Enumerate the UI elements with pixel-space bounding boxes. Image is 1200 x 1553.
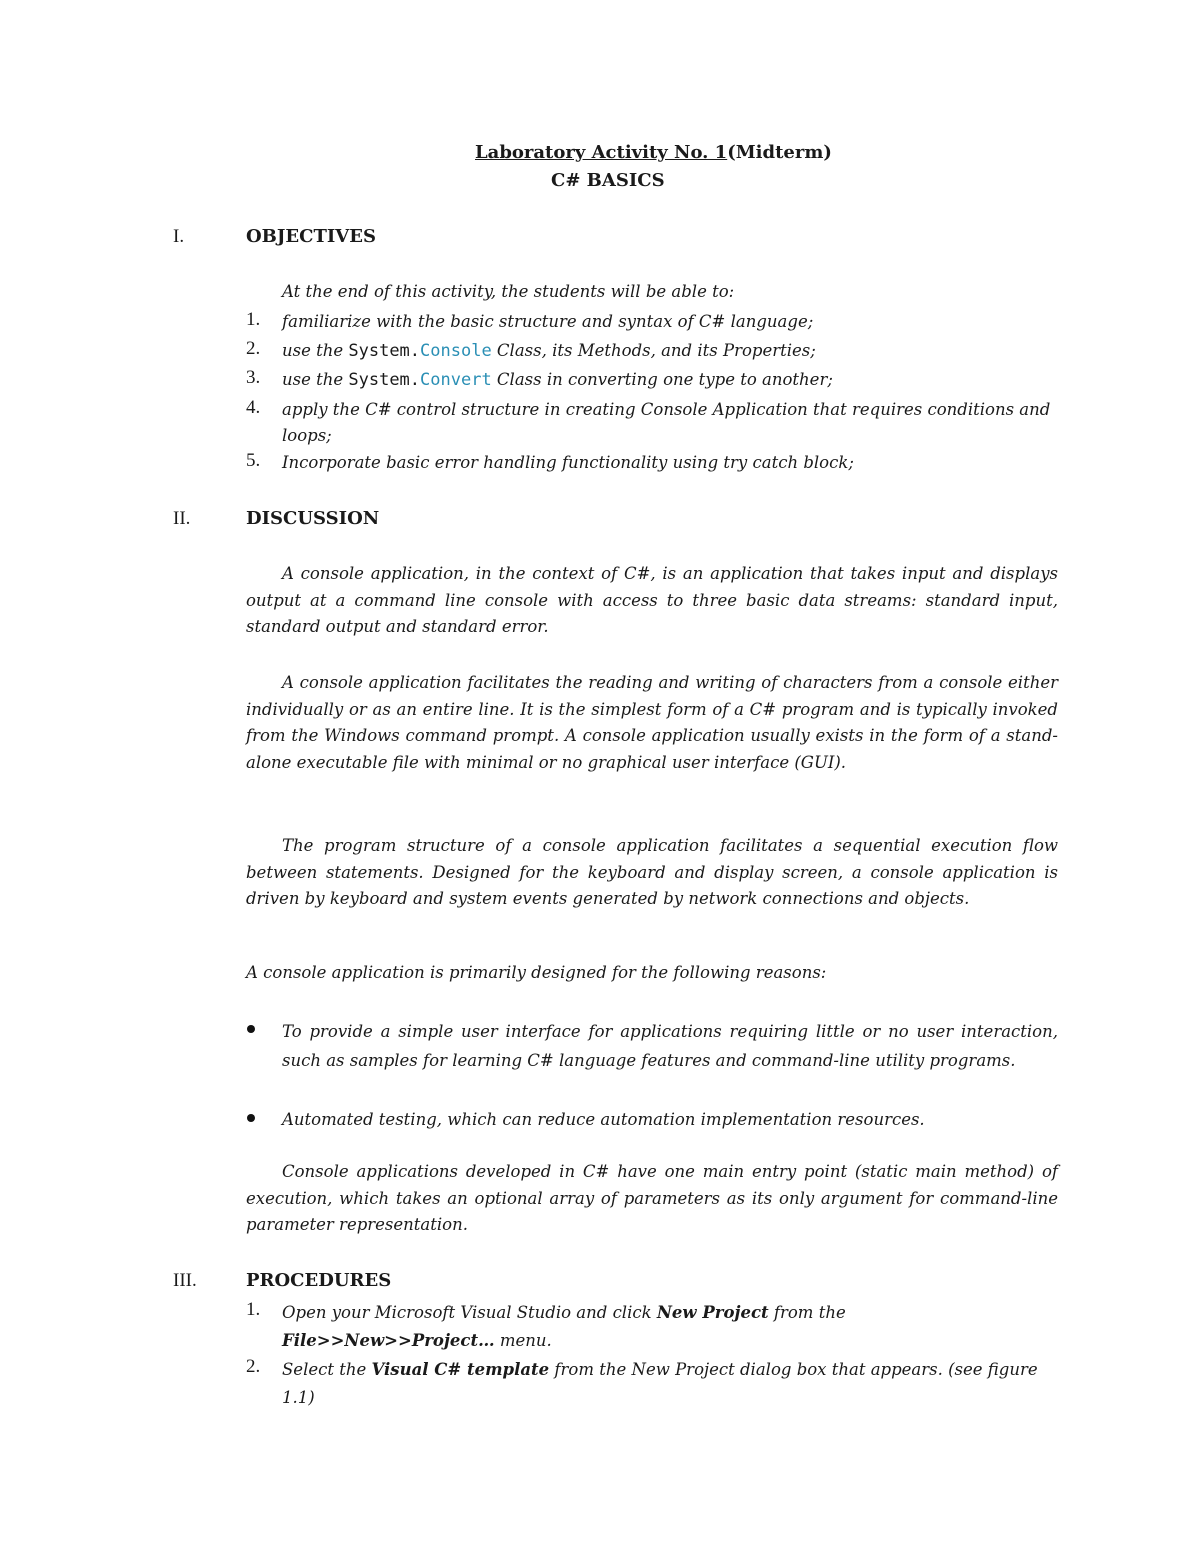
objectives-intro: At the end of this activity, the students will be able to:	[282, 282, 735, 301]
bullet-icon	[247, 1114, 255, 1122]
objective-item: apply the C# control structure in creating Console Application that requires conditions and loops;	[282, 400, 1051, 445]
bullet-item: To provide a simple user interface for applications requiring little or no user interaction, such as samples for learning C# language features and command-line utility programs.	[282, 1022, 1058, 1070]
list-number: 2.	[246, 338, 261, 359]
discussion-paragraph: A console application facilitates the reading and writing of characters from a console either individually or as an entire line. It is the simplest form of a C# program and is typically invoked from the Windows command prompt. A console application usually exists in the form of a stand-alone executable file with minimal or no graphical user interface (GUI).	[246, 673, 1058, 773]
discussion-paragraph: The program structure of a console application facilitates a sequential execution flow between statements. Designed for the keyboard and display screen, a console application is driven by keyboard and system events generated by network connections and objects.	[246, 836, 1058, 909]
objective-item: Incorporate basic error handling functionality using try catch block;	[282, 453, 854, 472]
discussion-paragraph: A console application, in the context of C#, is an application that takes input and displays output at a command line console with access to three basic data streams: standard input, standard output and standard error.	[246, 564, 1058, 637]
list-number: 5.	[246, 450, 261, 471]
bullet-icon	[247, 1025, 255, 1033]
section-number: II.	[173, 508, 191, 529]
section-number: I.	[173, 226, 185, 247]
reasons-intro: A console application is primarily designed for the following reasons:	[246, 963, 827, 982]
list-number: 3.	[246, 367, 261, 388]
list-number: 1.	[246, 1299, 261, 1320]
list-number: 2.	[246, 1356, 261, 1377]
procedure-item: Open your Microsoft Visual Studio and click New Project from the File>>New>>Project… menu.	[282, 1303, 846, 1350]
list-number: 1.	[246, 309, 261, 330]
bullet-item: Automated testing, which can reduce automation implementation resources.	[282, 1110, 925, 1129]
procedure-item: Select the Visual C# template from the New Project dialog box that appears. (see figure 1.1)	[282, 1360, 1038, 1407]
page-title: Laboratory Activity No. 1(Midterm)	[475, 142, 832, 163]
page-subtitle: C# BASICS	[551, 170, 665, 191]
list-number: 4.	[246, 397, 261, 418]
objective-item: use the System.Convert Class in converting one type to another;	[282, 370, 833, 390]
section-heading-discussion: DISCUSSION	[246, 508, 380, 529]
section-heading-procedures: PROCEDURES	[246, 1270, 392, 1291]
section-number: III.	[173, 1270, 197, 1291]
objective-item: use the System.Console Class, its Methods, and its Properties;	[282, 341, 816, 361]
discussion-closing: Console applications developed in C# have one main entry point (static main method) of execution, which takes an optional array of parameters as its only argument for command-line parameter representation.	[246, 1162, 1058, 1235]
objective-item: familiarize with the basic structure and syntax of C# language;	[282, 312, 814, 331]
section-heading-objectives: OBJECTIVES	[246, 226, 376, 247]
